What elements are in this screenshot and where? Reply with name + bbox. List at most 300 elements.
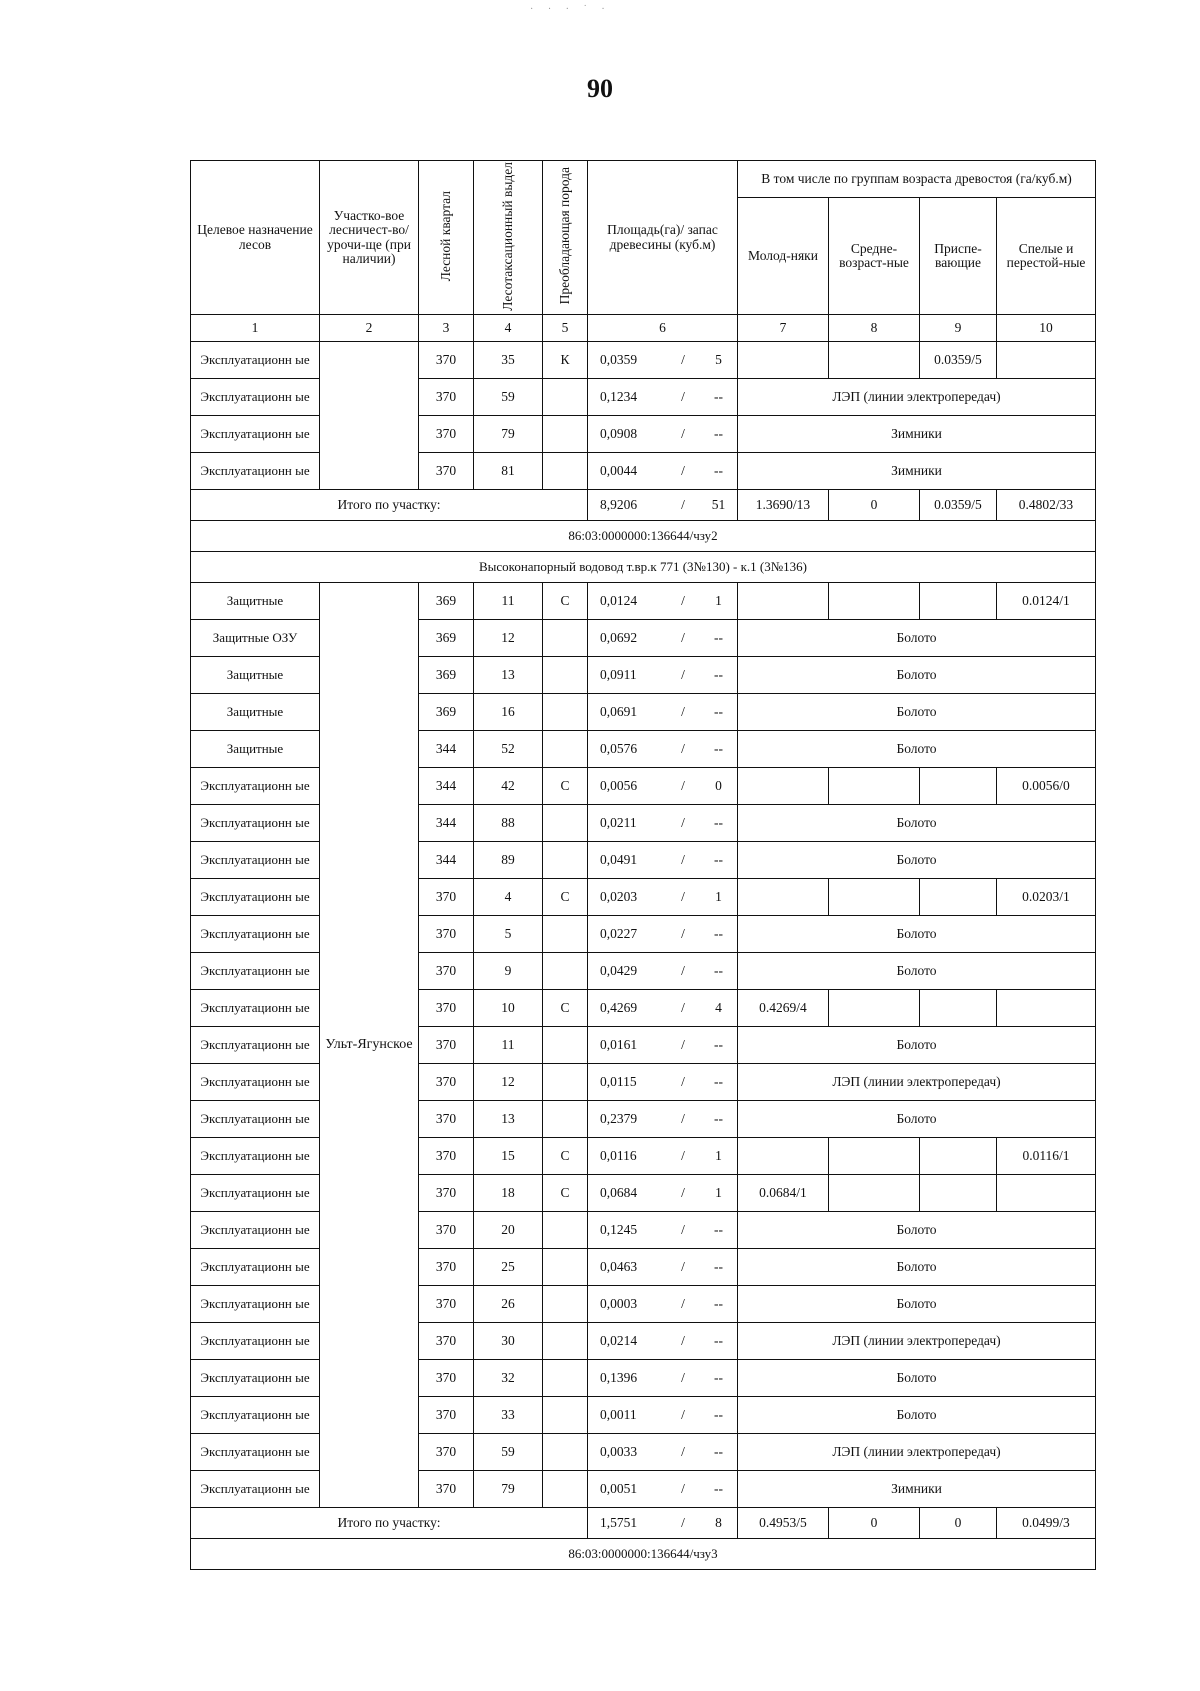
- area-cell: [588, 1101, 738, 1138]
- mature-cell: 0.0056/0: [997, 768, 1096, 805]
- purpose-cell: Эксплуатационн ые: [191, 1434, 320, 1471]
- purpose-cell: Эксплуатационн ые: [191, 1471, 320, 1508]
- quarter-cell: 344: [419, 842, 474, 879]
- area-slash: /: [681, 1406, 685, 1422]
- note-cell: Болото: [738, 916, 1096, 953]
- cadastral-number: 86:03:0000000:136644/чзу2: [191, 521, 1096, 552]
- note-cell: Зимники: [738, 453, 1096, 490]
- quarter-cell: 369: [419, 694, 474, 731]
- mature-cell: [997, 990, 1096, 1027]
- note-cell: Болото: [738, 805, 1096, 842]
- area-slash: /: [681, 925, 685, 941]
- middle-cell: [829, 768, 920, 805]
- species-cell: К: [543, 342, 588, 379]
- area-cell: [588, 416, 738, 453]
- area-value: 0,0576: [600, 740, 638, 756]
- premature-cell: [920, 1175, 997, 1212]
- col-num: 1: [191, 315, 320, 342]
- quarter-cell: 370: [419, 342, 474, 379]
- quarter-cell: 370: [419, 1397, 474, 1434]
- area-value: 0,0359: [600, 351, 638, 367]
- stock-value: --: [714, 629, 723, 645]
- quarter-cell: 369: [419, 620, 474, 657]
- area-cell: [588, 342, 738, 379]
- purpose-cell: Защитные: [191, 657, 320, 694]
- species-cell: [543, 1286, 588, 1323]
- area-slash: /: [681, 1110, 685, 1126]
- vydel-cell: 20: [474, 1212, 543, 1249]
- purpose-cell: Эксплуатационн ые: [191, 1064, 320, 1101]
- purpose-cell: Эксплуатационн ые: [191, 953, 320, 990]
- area-slash: /: [681, 1073, 685, 1089]
- area-slash: /: [681, 703, 685, 719]
- note-cell: ЛЭП (линии электропередач): [738, 1323, 1096, 1360]
- purpose-cell: Эксплуатационн ые: [191, 1138, 320, 1175]
- total-young: 1.3690/13: [738, 490, 829, 521]
- mature-cell: 0.0203/1: [997, 879, 1096, 916]
- district-cell-empty: [320, 342, 419, 490]
- stock-value: --: [714, 1480, 723, 1496]
- area-cell: [588, 1434, 738, 1471]
- area-slash: /: [681, 814, 685, 830]
- purpose-cell: Эксплуатационн ые: [191, 1286, 320, 1323]
- area-value: 0,0491: [600, 851, 638, 867]
- species-cell: [543, 620, 588, 657]
- area-value: 0,0051: [600, 1480, 638, 1496]
- header-premature: Приспе-вающие: [920, 198, 997, 315]
- quarter-cell: 370: [419, 916, 474, 953]
- header-row: [191, 161, 1096, 198]
- species-cell: [543, 842, 588, 879]
- area-cell: [588, 916, 738, 953]
- area-slash: /: [681, 496, 685, 512]
- species-cell: [543, 916, 588, 953]
- young-cell: [738, 342, 829, 379]
- col-num: 6: [588, 315, 738, 342]
- col-num: 2: [320, 315, 419, 342]
- stock-value: --: [714, 666, 723, 682]
- middle-cell: [829, 990, 920, 1027]
- species-cell: [543, 1434, 588, 1471]
- area-cell: [588, 842, 738, 879]
- purpose-cell: Эксплуатационн ые: [191, 416, 320, 453]
- area-cell: [588, 1323, 738, 1360]
- middle-cell: [829, 1138, 920, 1175]
- area-slash: /: [681, 777, 685, 793]
- area-value: 0,0211: [600, 814, 637, 830]
- vydel-cell: 9: [474, 953, 543, 990]
- note-cell: Болото: [738, 657, 1096, 694]
- purpose-cell: Эксплуатационн ые: [191, 379, 320, 416]
- vydel-cell: 59: [474, 1434, 543, 1471]
- quarter-cell: 369: [419, 657, 474, 694]
- table-row: [191, 342, 1096, 379]
- header-area: Площадь(га)/ запас древесины (куб.м): [588, 161, 738, 315]
- purpose-cell: Эксплуатационн ые: [191, 879, 320, 916]
- area-cell: [588, 1471, 738, 1508]
- stock-value: --: [714, 1332, 723, 1348]
- stock-value: --: [714, 1295, 723, 1311]
- vydel-cell: 79: [474, 1471, 543, 1508]
- header-middle: Средне-возраст-ные: [829, 198, 920, 315]
- total-label: Итого по участку:: [191, 1508, 588, 1539]
- vydel-cell: 18: [474, 1175, 543, 1212]
- species-cell: С: [543, 1175, 588, 1212]
- area-cell: [588, 1249, 738, 1286]
- area-cell: [588, 583, 738, 620]
- vydel-cell: 88: [474, 805, 543, 842]
- mature-cell: 0.0124/1: [997, 583, 1096, 620]
- vydel-cell: 10: [474, 990, 543, 1027]
- area-value: 0,1245: [600, 1221, 638, 1237]
- stock-value: --: [714, 425, 723, 441]
- vydel-cell: 81: [474, 453, 543, 490]
- area-slash: /: [681, 351, 685, 367]
- species-cell: С: [543, 1138, 588, 1175]
- purpose-cell: Эксплуатационн ые: [191, 916, 320, 953]
- cadastral-number: 86:03:0000000:136644/чзу3: [191, 1539, 1096, 1570]
- quarter-cell: 370: [419, 1101, 474, 1138]
- young-cell: 0.4269/4: [738, 990, 829, 1027]
- area-value: 0,1234: [600, 388, 638, 404]
- area-cell: [588, 1064, 738, 1101]
- species-cell: [543, 416, 588, 453]
- forest-table: [190, 160, 1096, 1570]
- vydel-cell: 12: [474, 1064, 543, 1101]
- col-num: 8: [829, 315, 920, 342]
- species-cell: С: [543, 990, 588, 1027]
- purpose-cell: Защитные: [191, 694, 320, 731]
- area-slash: /: [681, 462, 685, 478]
- quarter-cell: 370: [419, 1471, 474, 1508]
- mature-cell: 0.0116/1: [997, 1138, 1096, 1175]
- object-title: Высоконапорный водовод т.вр.к 771 (3№130) - к.1 (3№136): [191, 552, 1096, 583]
- vydel-cell: 32: [474, 1360, 543, 1397]
- quarter-cell: 370: [419, 1175, 474, 1212]
- stock-value: --: [714, 740, 723, 756]
- area-cell: [588, 1138, 738, 1175]
- young-cell: [738, 583, 829, 620]
- note-cell: Болото: [738, 694, 1096, 731]
- species-cell: [543, 953, 588, 990]
- young-cell: [738, 879, 829, 916]
- middle-cell: [829, 879, 920, 916]
- area-cell: [588, 1286, 738, 1323]
- species-cell: [543, 694, 588, 731]
- stock-value: 5: [715, 351, 722, 367]
- vydel-cell: 13: [474, 657, 543, 694]
- young-cell: [738, 1138, 829, 1175]
- area-cell: [588, 694, 738, 731]
- species-cell: [543, 379, 588, 416]
- total-mature: 0.4802/33: [997, 490, 1096, 521]
- vydel-cell: 15: [474, 1138, 543, 1175]
- area-cell: [588, 1175, 738, 1212]
- area-cell: [588, 1508, 738, 1539]
- note-cell: Болото: [738, 1101, 1096, 1138]
- total-label: Итого по участку:: [191, 490, 588, 521]
- purpose-cell: Эксплуатационн ые: [191, 990, 320, 1027]
- quarter-cell: 370: [419, 1064, 474, 1101]
- area-value: 0,0908: [600, 425, 638, 441]
- note-cell: Болото: [738, 1397, 1096, 1434]
- area-slash: /: [681, 1184, 685, 1200]
- stock-value: 8: [715, 1514, 722, 1530]
- area-slash: /: [681, 425, 685, 441]
- area-value: 0,0429: [600, 962, 638, 978]
- col-num: 3: [419, 315, 474, 342]
- species-cell: [543, 1101, 588, 1138]
- premature-cell: 0.0359/5: [920, 342, 997, 379]
- stock-value: 0: [715, 777, 722, 793]
- purpose-cell: Эксплуатационн ые: [191, 768, 320, 805]
- area-slash: /: [681, 1147, 685, 1163]
- area-value: 0,0124: [600, 592, 638, 608]
- area-cell: [588, 1360, 738, 1397]
- quarter-cell: 344: [419, 731, 474, 768]
- scan-specks: · · · ˙ ·: [530, 4, 611, 15]
- total-row: [191, 490, 1096, 521]
- total-young: 0.4953/5: [738, 1508, 829, 1539]
- area-slash: /: [681, 1369, 685, 1385]
- total-premature: 0: [920, 1508, 997, 1539]
- purpose-cell: Эксплуатационн ые: [191, 1397, 320, 1434]
- note-cell: Болото: [738, 842, 1096, 879]
- total-row: [191, 1508, 1096, 1539]
- area-cell: [588, 1027, 738, 1064]
- middle-cell: [829, 1175, 920, 1212]
- area-cell: [588, 768, 738, 805]
- area-cell: [588, 379, 738, 416]
- area-value: 0,0056: [600, 777, 638, 793]
- stock-value: --: [714, 1443, 723, 1459]
- mature-cell: [997, 342, 1096, 379]
- area-slash: /: [681, 888, 685, 904]
- vydel-cell: 16: [474, 694, 543, 731]
- area-slash: /: [681, 592, 685, 608]
- area-slash: /: [681, 1332, 685, 1348]
- premature-cell: [920, 583, 997, 620]
- header-young: Молод-няки: [738, 198, 829, 315]
- area-value: 0,0214: [600, 1332, 638, 1348]
- cadastral-number-row: [191, 1539, 1096, 1570]
- premature-cell: [920, 990, 997, 1027]
- vydel-cell: 12: [474, 620, 543, 657]
- species-cell: [543, 1397, 588, 1434]
- species-cell: [543, 453, 588, 490]
- area-value: 1,5751: [600, 1514, 638, 1530]
- area-slash: /: [681, 1295, 685, 1311]
- stock-value: --: [714, 1406, 723, 1422]
- quarter-cell: 370: [419, 1286, 474, 1323]
- area-value: 8,9206: [600, 496, 638, 512]
- middle-cell: [829, 583, 920, 620]
- stock-value: --: [714, 1073, 723, 1089]
- area-value: 0,2379: [600, 1110, 638, 1126]
- vydel-cell: 11: [474, 1027, 543, 1064]
- area-slash: /: [681, 851, 685, 867]
- species-cell: [543, 731, 588, 768]
- quarter-cell: 370: [419, 1212, 474, 1249]
- area-slash: /: [681, 1221, 685, 1237]
- purpose-cell: Эксплуатационн ые: [191, 842, 320, 879]
- district-cell: Ульт-Ягунское: [320, 583, 419, 1508]
- vydel-cell: 35: [474, 342, 543, 379]
- area-cell: [588, 731, 738, 768]
- purpose-cell: Эксплуатационн ые: [191, 453, 320, 490]
- stock-value: --: [714, 814, 723, 830]
- header-species: Преобладающая порода: [543, 161, 588, 315]
- cadastral-number-row: [191, 521, 1096, 552]
- header-mature: Спелые и перестой-ные: [997, 198, 1096, 315]
- header-district: Участко-вое лесничест-во/урочи-ще (при наличии): [320, 161, 419, 315]
- stock-value: 4: [715, 999, 722, 1015]
- quarter-cell: 370: [419, 879, 474, 916]
- young-cell: 0.0684/1: [738, 1175, 829, 1212]
- stock-value: --: [714, 1036, 723, 1052]
- stock-value: --: [714, 851, 723, 867]
- quarter-cell: 370: [419, 379, 474, 416]
- quarter-cell: 344: [419, 805, 474, 842]
- species-cell: [543, 1323, 588, 1360]
- total-middle: 0: [829, 1508, 920, 1539]
- area-slash: /: [681, 1036, 685, 1052]
- stock-value: 1: [715, 592, 722, 608]
- area-value: 0,0911: [600, 666, 637, 682]
- purpose-cell: Эксплуатационн ые: [191, 1323, 320, 1360]
- premature-cell: [920, 879, 997, 916]
- purpose-cell: Защитные: [191, 583, 320, 620]
- area-value: 0,0463: [600, 1258, 638, 1274]
- species-cell: [543, 1027, 588, 1064]
- quarter-cell: 370: [419, 453, 474, 490]
- purpose-cell: Эксплуатационн ые: [191, 1360, 320, 1397]
- header-age-groups: В том числе по группам возраста древостоя (га/куб.м): [738, 161, 1096, 198]
- vydel-cell: 89: [474, 842, 543, 879]
- note-cell: Болото: [738, 1249, 1096, 1286]
- table-row: [191, 583, 1096, 620]
- middle-cell: [829, 342, 920, 379]
- vydel-cell: 25: [474, 1249, 543, 1286]
- header-quarter: Лесной квартал: [419, 161, 474, 315]
- quarter-cell: 370: [419, 990, 474, 1027]
- purpose-cell: Эксплуатационн ые: [191, 1212, 320, 1249]
- vydel-cell: 30: [474, 1323, 543, 1360]
- species-cell: [543, 1212, 588, 1249]
- vydel-cell: 79: [474, 416, 543, 453]
- stock-value: --: [714, 1369, 723, 1385]
- species-cell: [543, 657, 588, 694]
- quarter-cell: 369: [419, 583, 474, 620]
- area-value: 0,0116: [600, 1147, 637, 1163]
- quarter-cell: 370: [419, 416, 474, 453]
- note-cell: ЛЭП (линии электропередач): [738, 1434, 1096, 1471]
- stock-value: --: [714, 1221, 723, 1237]
- col-num: 5: [543, 315, 588, 342]
- area-cell: [588, 657, 738, 694]
- column-number-row: [191, 315, 1096, 342]
- area-cell: [588, 1212, 738, 1249]
- col-num: 4: [474, 315, 543, 342]
- total-middle: 0: [829, 490, 920, 521]
- purpose-cell: Эксплуатационн ые: [191, 805, 320, 842]
- note-cell: ЛЭП (линии электропередач): [738, 379, 1096, 416]
- species-cell: [543, 805, 588, 842]
- note-cell: Болото: [738, 1212, 1096, 1249]
- vydel-cell: 4: [474, 879, 543, 916]
- area-value: 0,0161: [600, 1036, 638, 1052]
- young-cell: [738, 768, 829, 805]
- area-value: 0,0227: [600, 925, 638, 941]
- vydel-cell: 13: [474, 1101, 543, 1138]
- area-slash: /: [681, 1443, 685, 1459]
- vydel-cell: 33: [474, 1397, 543, 1434]
- purpose-cell: Эксплуатационн ые: [191, 342, 320, 379]
- note-cell: Зимники: [738, 416, 1096, 453]
- species-cell: С: [543, 768, 588, 805]
- area-slash: /: [681, 962, 685, 978]
- area-cell: [588, 953, 738, 990]
- area-value: 0,0692: [600, 629, 638, 645]
- purpose-cell: Эксплуатационн ые: [191, 1175, 320, 1212]
- purpose-cell: Эксплуатационн ые: [191, 1027, 320, 1064]
- area-value: 0,0011: [600, 1406, 637, 1422]
- note-cell: Болото: [738, 731, 1096, 768]
- stock-value: 1: [715, 1184, 722, 1200]
- species-cell: [543, 1249, 588, 1286]
- area-slash: /: [681, 1514, 685, 1530]
- area-value: 0,0033: [600, 1443, 638, 1459]
- col-num: 7: [738, 315, 829, 342]
- vydel-cell: 11: [474, 583, 543, 620]
- area-value: 0,1396: [600, 1369, 638, 1385]
- header-purpose: Целевое назначение лесов: [191, 161, 320, 315]
- stock-value: --: [714, 703, 723, 719]
- quarter-cell: 370: [419, 953, 474, 990]
- area-value: 0,0003: [600, 1295, 638, 1311]
- col-num: 9: [920, 315, 997, 342]
- area-cell: [588, 879, 738, 916]
- stock-value: 51: [711, 496, 726, 512]
- area-cell: [588, 490, 738, 521]
- quarter-cell: 370: [419, 1138, 474, 1175]
- quarter-cell: 370: [419, 1249, 474, 1286]
- area-cell: [588, 805, 738, 842]
- note-cell: Болото: [738, 1360, 1096, 1397]
- area-slash: /: [681, 666, 685, 682]
- species-cell: [543, 1064, 588, 1101]
- stock-value: 1: [715, 1147, 722, 1163]
- quarter-cell: 370: [419, 1434, 474, 1471]
- purpose-cell: Защитные: [191, 731, 320, 768]
- premature-cell: [920, 768, 997, 805]
- stock-value: --: [714, 388, 723, 404]
- quarter-cell: 370: [419, 1360, 474, 1397]
- purpose-cell: Защитные ОЗУ: [191, 620, 320, 657]
- area-cell: [588, 620, 738, 657]
- purpose-cell: Эксплуатационн ые: [191, 1249, 320, 1286]
- area-value: 0,0684: [600, 1184, 638, 1200]
- note-cell: Болото: [738, 1286, 1096, 1323]
- stock-value: 1: [715, 888, 722, 904]
- area-cell: [588, 990, 738, 1027]
- object-title-row: [191, 552, 1096, 583]
- note-cell: Болото: [738, 1027, 1096, 1064]
- stock-value: --: [714, 1258, 723, 1274]
- area-slash: /: [681, 388, 685, 404]
- total-mature: 0.0499/3: [997, 1508, 1096, 1539]
- stock-value: --: [714, 462, 723, 478]
